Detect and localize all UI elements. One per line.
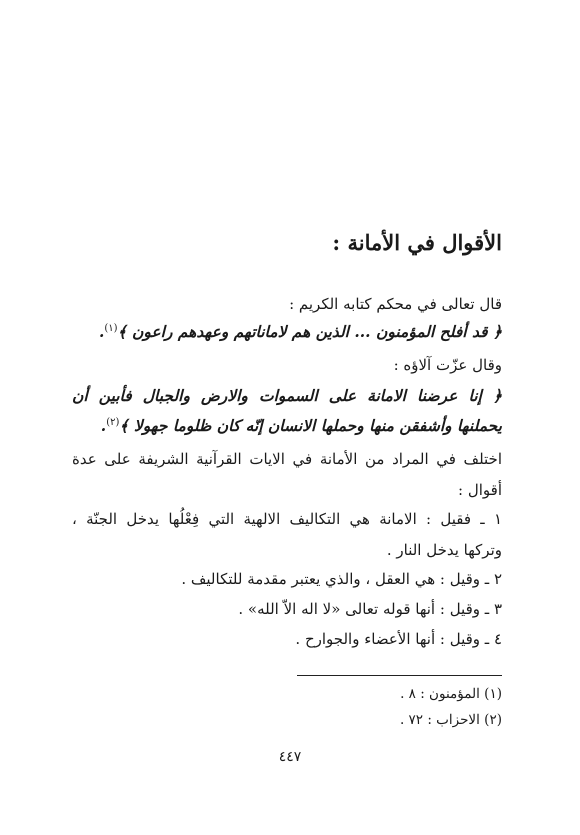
verse-2-line-1: ﴿ إنا عرضنا الامانة على السموات والارض والجبال فأبين أن bbox=[72, 386, 502, 405]
footnote-ref-2: (٢) bbox=[106, 417, 120, 428]
paragraph-line-1: اختلف في المراد من الأمانة في الايات القرآنية الشريفة على عدة bbox=[72, 450, 502, 468]
intro-line-2: وقال عزّت آلاؤه : bbox=[393, 356, 502, 374]
paragraph-line-2: أقوال : bbox=[458, 481, 502, 499]
list-item-4: ٤ ـ وقيل : أنها الأعضاء والجوارح . bbox=[295, 630, 502, 648]
verse-1-text: ﴿ قد أفلح المؤمنون ... الذين هم لاماناتهم وعهدهم راعون ﴾ bbox=[117, 322, 502, 342]
list-item-3: ٣ ـ وقيل : أنها قوله تعالى «لا اله الاّ الله» . bbox=[238, 600, 502, 618]
page-number: ٤٤٧ bbox=[278, 749, 302, 765]
footnote-divider bbox=[297, 675, 502, 676]
footnote-ref-1: (١) bbox=[104, 323, 118, 334]
intro-line: قال تعالى في محكم كتابه الكريم : bbox=[289, 295, 502, 313]
list-item-1-line-2: وتركها يدخل النار . bbox=[386, 541, 502, 559]
list-item-1-line-1: ١ ـ فقيل : الامانة هي التكاليف الالهية التي فِعْلُها يدخل الجنّة ، bbox=[72, 510, 502, 528]
footnote-2: (٢) الاحزاب : ٧٢ . bbox=[399, 712, 502, 728]
list-item-2: ٢ ـ وقيل : هي العقل ، والذي يعتبر مقدمة للتكاليف . bbox=[181, 570, 502, 588]
verse-2-end: . bbox=[100, 416, 107, 436]
section-heading: الأقوال في الأمانة : bbox=[332, 230, 502, 255]
verse-2-text: يحملنها وأشفقن منها وحملها الانسان إنّه كان ظلوما جهولا ﴾ bbox=[119, 416, 502, 436]
verse-1-end: . bbox=[98, 322, 105, 342]
verse-2-line-2 bbox=[72, 418, 502, 434]
footnote-1: (١) المؤمنون : ٨ . bbox=[400, 686, 502, 702]
verse-1 bbox=[72, 324, 502, 340]
